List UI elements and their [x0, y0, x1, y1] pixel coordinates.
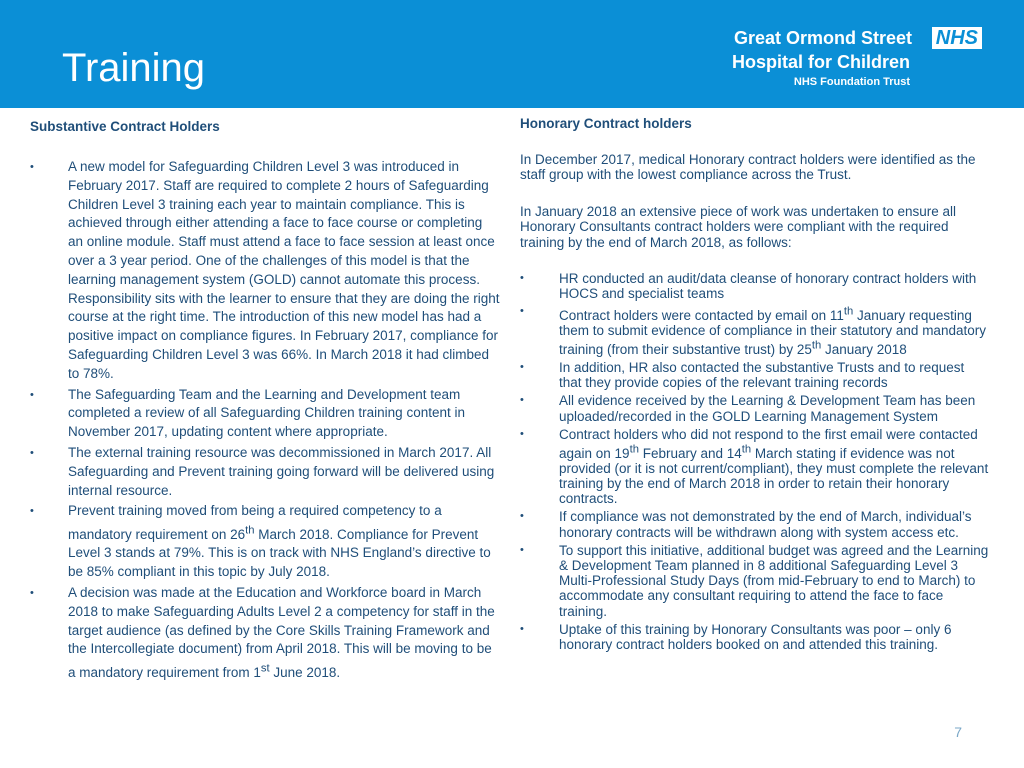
list-item-text: Uptake of this training by Honorary Consultants was poor – only 6 honorary contract holders booked on and attended this training.	[559, 621, 952, 652]
bullet-icon: •	[30, 388, 34, 401]
substantive-column	[30, 116, 500, 685]
list-item	[30, 158, 500, 384]
list-item-text: A decision was made at the Education and Workforce board in March 2018 to make Safeguarding Adults Level 2 a competency for staff in the target audience (as defined by the Core Skills Training Framework and the Intercollegiate document) from April 2018. This will be moving to be a mandatory requirement from 1st June 2018.	[68, 585, 495, 680]
list-item	[30, 386, 500, 442]
bullet-icon: •	[520, 427, 524, 440]
list-item-text: The Safeguarding Team and the Learning and Development team completed a review of all Safeguarding Children training content in November 2017, updating content where appropriate.	[68, 386, 465, 440]
list-item-text: HR conducted an audit/data cleanse of honorary contract holders with HOCS and specialist teams	[559, 271, 977, 302]
list-item	[520, 622, 990, 652]
hospital-logo	[712, 26, 982, 90]
list-item-text: Contract holders were contacted by email on 11th January requesting them to submit evidence of compliance in their statutory and mandatory training (from their substantive trust) by 25th January 2018	[559, 305, 986, 357]
list-item-text: The external training resource was decommissioned in March 2017. All Safeguarding and Prevent training going forward will be delivered using internal resource.	[68, 444, 495, 498]
list-item	[520, 393, 990, 423]
bullet-icon: •	[520, 305, 524, 318]
honorary-intro: In December 2017, medical Honorary contract holders were identified as the staff group with the lowest compliance across the Trust.	[520, 152, 976, 183]
header-banner	[0, 0, 1024, 108]
list-item	[520, 509, 990, 539]
list-item-text: A new model for Safeguarding Children Level 3 was introduced in February 2017. Staff are required to complete 2 hours of Safeguarding Children Level 3 training each year to maintain compliance. This is achieved through either attending a face to face course or completing an online module. Staff must attend a face to face session at least once over a 3 year period. One of the challenges of this model is that the learning management system (GOLD) cannot automate this process. Responsibility sits with the learner to ensure that they are doing the right course at the right time. The introduction of this new model has had a positive impact on compliance figures. In February 2017, compliance for Safeguarding Children Level 3 was 66%. In March 2018 it had climbed to 78%.	[68, 159, 500, 381]
bullet-icon: •	[30, 505, 34, 518]
bullet-icon: •	[520, 272, 524, 285]
list-item	[30, 444, 500, 500]
list-item	[520, 543, 990, 619]
logo-line-3: NHS Foundation Trust	[793, 76, 910, 88]
honorary-list	[520, 271, 990, 652]
bullet-icon: •	[30, 446, 34, 459]
nhs-logo: NHS	[932, 27, 982, 49]
list-item	[30, 502, 500, 582]
honorary-work-summary: In January 2018 an extensive piece of work was undertaken to ensure all Honorary Consultants contract holders were compliant with the required training by the end of March 2018, as follows:	[520, 203, 957, 250]
list-item-text: In addition, HR also contacted the substantive Trusts and to request that they provide copies of the relevant training records	[559, 360, 965, 391]
list-item-text: Prevent training moved from being a required competency to a mandatory requirement on 26th March 2018. Compliance for Prevent Level 3 stands at 79%. This is on track with NHS England’s directive to be 85% compliant in this topic by July 2018.	[68, 503, 491, 580]
logo-line-1: Great Ormond Street	[733, 28, 912, 48]
list-item-text: All evidence received by the Learning & Development Team has been uploaded/recorded in the GOLD Learning Management System	[559, 393, 976, 424]
list-item	[520, 304, 990, 357]
honorary-heading: Honorary Contract holders	[520, 116, 692, 131]
honorary-column	[520, 116, 990, 655]
list-item	[30, 584, 500, 682]
bullet-icon: •	[520, 361, 524, 374]
page-title: Training	[62, 46, 206, 90]
list-item	[520, 271, 990, 301]
bullet-icon: •	[520, 510, 524, 523]
substantive-list	[30, 158, 500, 683]
bullet-icon: •	[520, 622, 524, 635]
list-item-text: If compliance was not demonstrated by the end of March, individual’s honorary contracts will be withdrawn along with system access etc.	[559, 509, 972, 540]
list-item	[520, 427, 990, 507]
list-item-text: Contract holders who did not respond to the first email were contacted again on 19th February and 14th March stating if evidence was not provided (or it is not current/compliant), they must complete the relevant training by the end of March 2018 in order to retain their honorary contracts.	[559, 426, 989, 507]
bullet-icon: •	[520, 394, 524, 407]
bullet-icon: •	[30, 587, 34, 600]
substantive-heading: Substantive Contract Holders	[30, 119, 220, 134]
page-number: 7	[954, 724, 962, 740]
logo-line-2: Hospital for Children	[731, 52, 910, 72]
bullet-icon: •	[30, 161, 34, 173]
list-item	[520, 360, 990, 390]
bullet-icon: •	[520, 543, 524, 556]
list-item-text: To support this initiative, additional budget was agreed and the Learning & Development Team planned in 8 additional Safeguarding Level 3 Multi-Professional Study Days (from mid-February to end to March) to accommodate any consultant requiring to attend the face to face training.	[559, 542, 989, 619]
